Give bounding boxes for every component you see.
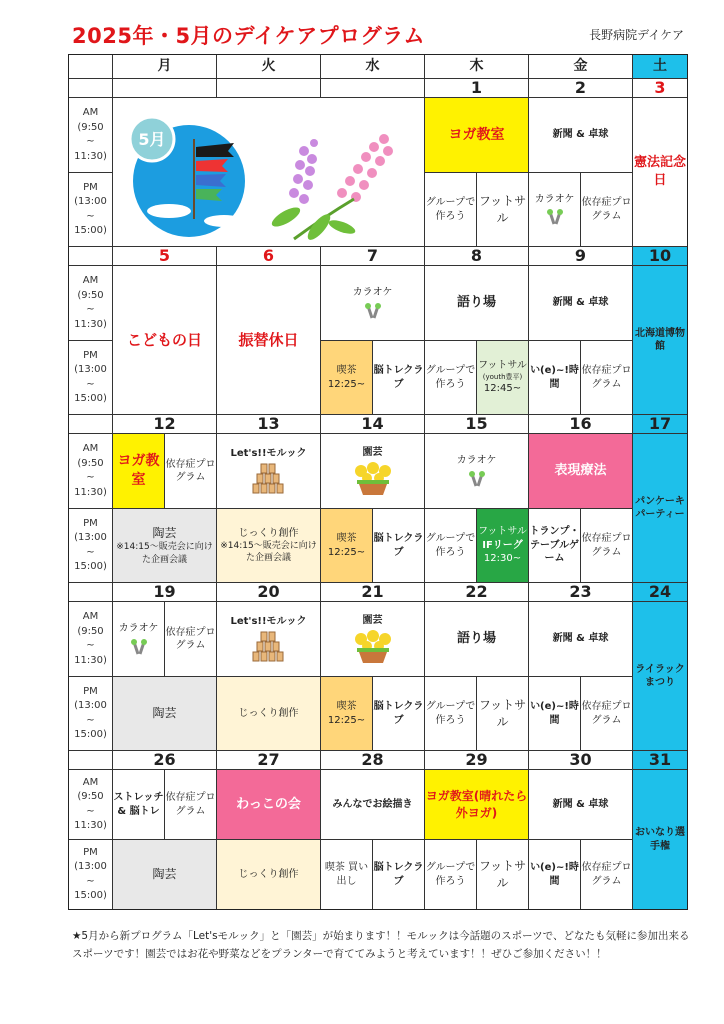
futsal-label: フットサル — [478, 526, 527, 538]
pm-start: (13:00 — [74, 861, 107, 872]
week1-date-corner — [69, 79, 113, 98]
pm-text: PM — [83, 846, 98, 858]
w4-mon-pm: 陶芸 — [113, 677, 217, 751]
w2-fri-pm-b: 依存症プログラム — [581, 341, 633, 415]
am-text: AM — [82, 275, 99, 286]
w3-tue-am — [217, 434, 321, 509]
date-2: 2 — [529, 79, 633, 98]
pm-text: PM — [83, 181, 98, 193]
date-23: 23 — [529, 583, 633, 602]
w3-tue-pm — [217, 509, 321, 583]
w5-thu-pm-b: フットサル — [477, 840, 529, 909]
am-end: 11:30) — [74, 820, 107, 831]
date-19: 19 — [113, 583, 217, 602]
w4-tue-am — [217, 602, 321, 677]
w5-fri-pm-a: い(e)~!時間 — [529, 840, 581, 909]
pm-start: (13:00 — [74, 364, 107, 375]
w5-wed-pm-b: 脳トレクラブ — [373, 840, 425, 909]
am-start: (9:50 — [77, 625, 104, 637]
am-end: 11:30) — [74, 654, 107, 666]
date-26: 26 — [113, 751, 217, 770]
pm-start: (13:00 — [74, 532, 107, 543]
week2-date-corner — [69, 247, 113, 266]
pm-start: (13:00 — [74, 700, 107, 711]
carp-streamer-lilac-illustration — [114, 99, 424, 246]
molkky-pins-icon — [249, 463, 289, 495]
gardening-label: 園芸 — [362, 447, 383, 459]
w1-thu-pm-a: グループで作ろう — [425, 173, 477, 247]
pm-start: (13:00 — [74, 196, 107, 207]
w4-tue-pm: じっくり創作 — [217, 677, 321, 751]
footer-note: ★5月から新プログラム「Let'sモルック」と「園芸」が始まります！！モルックは今話題のスポーツで、どなたも気軽に参加出来るスポーツです！園芸ではお花や野菜などをプランターで育ててみようと考えています！！ぜひご参加ください！！ — [72, 930, 690, 961]
weekday-mon: 月 — [113, 55, 217, 79]
date-7: 7 — [321, 247, 425, 266]
am-end: 11:30) — [74, 150, 107, 162]
w2-thu-am: 語り場 — [425, 266, 529, 341]
date-5: 5 — [113, 247, 217, 266]
week4-am-label — [69, 602, 113, 677]
pm-tilde: ~ — [86, 546, 95, 558]
badge-text: 5月 — [137, 129, 166, 149]
flower-pot-icon — [351, 462, 395, 496]
week3-date-corner — [69, 415, 113, 434]
week4-pm-label — [69, 677, 113, 751]
pm-tilde: ~ — [86, 875, 95, 887]
pm-end: 15:00) — [74, 561, 107, 572]
date-21: 21 — [321, 583, 425, 602]
am-tilde: ~ — [86, 304, 95, 315]
w4-thu-am: 語り場 — [425, 602, 529, 677]
karaoke-label: カラオケ — [118, 623, 159, 635]
date-31: 31 — [633, 751, 687, 770]
pm-text: PM — [83, 349, 98, 361]
am-text: AM — [82, 107, 99, 118]
w4-mon-am-b: 依存症プログラム — [165, 602, 217, 677]
weekday-fri: 金 — [529, 55, 633, 79]
date-13: 13 — [217, 415, 321, 434]
w2-wed-am — [321, 266, 425, 341]
futsal-time: 12:30~ — [483, 553, 522, 565]
date-22: 22 — [425, 583, 529, 602]
may-illustration — [113, 98, 425, 247]
date-16: 16 — [529, 415, 633, 434]
w3-thu-pm-b — [477, 509, 529, 583]
date-8: 8 — [425, 247, 529, 266]
am-end: 11:30) — [74, 486, 107, 498]
am-start: (9:50 — [77, 791, 104, 802]
w3-fri-am: 表現療法 — [529, 434, 633, 509]
w4-thu-pm-a: グループで作ろう — [425, 677, 477, 751]
w1-sat: 憲法記念日 — [633, 98, 687, 247]
w2-fri-pm-a: い(e)~!時間 — [529, 341, 581, 415]
w3-mon-am-a: ヨガ教室 — [113, 434, 165, 509]
week5-am-label — [69, 770, 113, 840]
molkky-pins-icon — [249, 631, 289, 663]
gardening-label: 園芸 — [362, 615, 383, 627]
w4-wed-am — [321, 602, 425, 677]
date-27: 27 — [217, 751, 321, 770]
date-9: 9 — [529, 247, 633, 266]
pm-tilde: ~ — [86, 378, 95, 390]
w2-fri-am: 新聞 & 卓球 — [529, 266, 633, 341]
w5-tue-pm: じっくり創作 — [217, 840, 321, 909]
w1-fri-pm-a — [529, 173, 581, 247]
organization-name: 長野病院デイケア — [589, 28, 684, 42]
microphone-icon — [128, 638, 150, 656]
w5-wed-pm-a: 喫茶 買い出し — [321, 840, 373, 909]
w4-sat: ライラックまつり — [633, 602, 687, 751]
pottery-label: 陶芸 — [152, 526, 177, 541]
w5-mon-am-a: ストレッチ & 脳トレ — [113, 770, 165, 840]
futsal-label: フットサル — [478, 360, 527, 372]
w3-mon-pm — [113, 509, 217, 583]
am-end: 11:30) — [74, 318, 107, 330]
pm-end: 15:00) — [74, 729, 107, 740]
w1-thu-pm-b: フットサル — [477, 173, 529, 247]
w4-wed-pm-a: 喫茶 12:25~ — [321, 677, 373, 751]
w3-fri-pm-b: 依存症プログラム — [581, 509, 633, 583]
date-6: 6 — [217, 247, 321, 266]
weekday-wed: 水 — [321, 55, 425, 79]
pm-end: 15:00) — [74, 890, 107, 901]
am-start: (9:50 — [77, 121, 104, 133]
pm-tilde: ~ — [86, 714, 95, 726]
pm-end: 15:00) — [74, 225, 107, 236]
microphone-icon — [466, 470, 488, 488]
weekday-tue: 火 — [217, 55, 321, 79]
date-10: 10 — [633, 247, 687, 266]
karaoke-label: カラオケ — [456, 455, 497, 467]
w5-sat: おいなり選手権 — [633, 770, 687, 909]
week1-date-mon — [113, 79, 217, 98]
pm-text: PM — [83, 685, 98, 697]
w2-mon: こどもの日 — [113, 266, 217, 415]
date-28: 28 — [321, 751, 425, 770]
pm-end: 15:00) — [74, 393, 107, 404]
w5-wed-am: みんなでお絵描き — [321, 770, 425, 840]
week3-am-label — [69, 434, 113, 509]
w1-thu-am: ヨガ教室 — [425, 98, 529, 173]
w3-fri-pm-a: トランプ・テーブルゲーム — [529, 509, 581, 583]
w5-fri-am: 新聞 & 卓球 — [529, 770, 633, 840]
pm-tilde: ~ — [86, 210, 95, 222]
date-30: 30 — [529, 751, 633, 770]
futsal-venue: (youth豊平) — [482, 372, 523, 381]
w2-thu-pm-a: グループで作ろう — [425, 341, 477, 415]
w4-fri-am: 新聞 & 卓球 — [529, 602, 633, 677]
w2-tue: 振替休日 — [217, 266, 321, 415]
am-tilde: ~ — [86, 805, 95, 817]
w3-wed-pm-b: 脳トレクラブ — [373, 509, 425, 583]
futsal-league: IFリーグ — [482, 539, 523, 551]
microphone-icon — [362, 302, 384, 320]
w1-fri-am: 新聞 & 卓球 — [529, 98, 633, 173]
w3-wed-pm-a: 喫茶 12:25~ — [321, 509, 373, 583]
am-start: (9:50 — [77, 289, 104, 301]
meeting-note: ※14:15～販売会に向けた企画会議 — [116, 542, 213, 565]
w5-mon-am-b: 依存症プログラム — [165, 770, 217, 840]
w3-thu-am — [425, 434, 529, 509]
weekday-sat: 土 — [633, 55, 687, 79]
date-1: 1 — [425, 79, 529, 98]
w3-sat: パンケーキパーティー — [633, 434, 687, 583]
w4-fri-pm-b: 依存症プログラム — [581, 677, 633, 751]
meeting-note: ※14:15～販売会に向けた企画会議 — [220, 541, 317, 564]
w1-fri-pm-b: 依存症プログラム — [581, 173, 633, 247]
futsal-time: 12:45~ — [483, 383, 522, 395]
flower-pot-icon — [351, 630, 395, 664]
week2-pm-label — [69, 341, 113, 415]
date-20: 20 — [217, 583, 321, 602]
w4-mon-am-a — [113, 602, 165, 677]
am-text: AM — [82, 443, 99, 454]
corner-cell — [69, 55, 113, 79]
week2-am-label — [69, 266, 113, 341]
w3-wed-am — [321, 434, 425, 509]
w5-tue-am: わっこの会 — [217, 770, 321, 840]
w2-wed-pm-a: 喫茶 12:25~ — [321, 341, 373, 415]
w4-thu-pm-b: フットサル — [477, 677, 529, 751]
w5-thu-am: ヨガ教室(晴れたら外ヨガ) — [425, 770, 529, 840]
date-15: 15 — [425, 415, 529, 434]
date-17: 17 — [633, 415, 687, 434]
am-tilde: ~ — [86, 136, 95, 147]
karaoke-label: カラオケ — [534, 193, 575, 205]
weekday-thu: 木 — [425, 55, 529, 79]
week5-pm-label — [69, 840, 113, 909]
calendar-grid — [68, 54, 688, 910]
w5-mon-pm: 陶芸 — [113, 840, 217, 909]
w5-thu-pm-a: グループで作ろう — [425, 840, 477, 909]
w2-sat: 北海道博物館 — [633, 266, 687, 415]
am-start: (9:50 — [77, 457, 104, 469]
molkky-label: Let's!!モルック — [230, 616, 307, 628]
week5-date-corner — [69, 751, 113, 770]
week1-date-tue — [217, 79, 321, 98]
microphone-icon — [544, 208, 566, 226]
w2-thu-pm-b — [477, 341, 529, 415]
week1-pm-label — [69, 173, 113, 247]
w3-mon-am-b: 依存症プログラム — [165, 434, 217, 509]
w4-fri-pm-a: い(e)~!時間 — [529, 677, 581, 751]
am-tilde: ~ — [86, 472, 95, 483]
w5-fri-pm-b: 依存症プログラム — [581, 840, 633, 909]
w3-thu-pm-a: グループで作ろう — [425, 509, 477, 583]
week4-date-corner — [69, 583, 113, 602]
week3-pm-label — [69, 509, 113, 583]
w2-wed-pm-b: 脳トレクラブ — [373, 341, 425, 415]
week1-date-wed — [321, 79, 425, 98]
date-12: 12 — [113, 415, 217, 434]
page-title: 2025年・5月のデイケアプログラム — [72, 24, 425, 48]
karaoke-label: カラオケ — [352, 287, 393, 299]
date-24: 24 — [633, 583, 687, 602]
date-29: 29 — [425, 751, 529, 770]
date-14: 14 — [321, 415, 425, 434]
pm-text: PM — [83, 517, 98, 529]
am-text: AM — [82, 611, 99, 622]
creative-label: じっくり創作 — [238, 527, 299, 539]
w4-wed-pm-b: 脳トレクラブ — [373, 677, 425, 751]
date-3: 3 — [633, 79, 687, 98]
am-tilde: ~ — [86, 640, 95, 651]
molkky-label: Let's!!モルック — [230, 448, 307, 460]
am-text: AM — [82, 776, 99, 788]
week1-am-label — [69, 98, 113, 173]
